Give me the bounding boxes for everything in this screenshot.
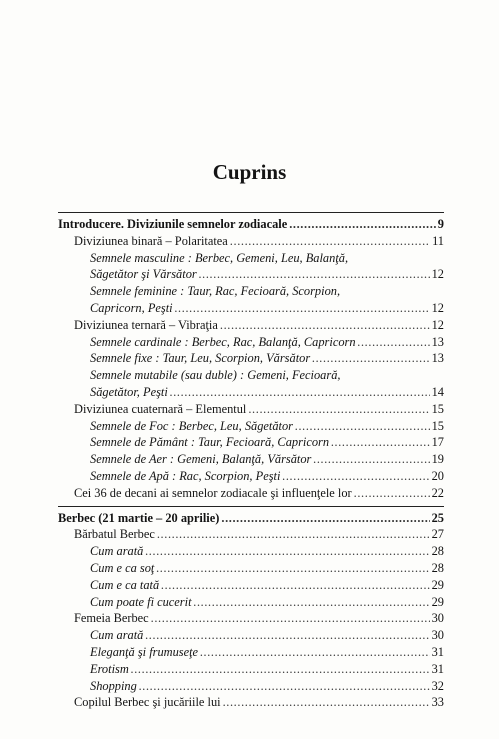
toc-entry-title: Copilul Berbec şi jucăriile lui — [74, 695, 221, 710]
dot-leader — [295, 418, 430, 435]
toc-entry-title: Shopping — [90, 678, 137, 693]
toc-page-number: 29 — [431, 577, 444, 592]
toc-subentry — [58, 266, 444, 283]
toc-page-number: 29 — [431, 594, 444, 609]
toc-entry-title: Cum arată — [90, 544, 144, 559]
toc-entry-title: Semnele de Foc : Berbec, Leu, Săgetător — [90, 418, 293, 433]
dot-leader — [139, 678, 430, 695]
dot-leader — [170, 384, 430, 401]
toc-page-number: 31 — [431, 661, 444, 676]
toc-entry-line: Semnele mutabile (sau duble) : Gemeni, Fecioară, — [90, 368, 341, 383]
toc-entry-title: Erotism — [90, 661, 129, 676]
dot-leader — [354, 485, 430, 502]
toc-subentry — [58, 661, 444, 678]
toc-entry-title: Săgetător, Peşti — [90, 384, 168, 399]
dot-leader — [194, 594, 430, 611]
dot-leader — [175, 300, 430, 317]
toc-entry-title: Semnele de Aer : Gemeni, Balanţă, Vărsător — [90, 452, 312, 467]
toc-page-number: 15 — [431, 418, 444, 433]
toc-chapter-heading — [58, 216, 444, 233]
toc-subentry — [58, 350, 444, 367]
toc-section — [58, 213, 444, 506]
toc-subentry — [58, 451, 444, 468]
page-title: Cuprins — [212, 160, 287, 184]
dot-leader — [145, 627, 429, 644]
toc-subsection — [58, 526, 444, 543]
toc-entry-title: Semnele cardinale : Berbec, Rac, Balanţă, Capricorn — [90, 334, 356, 349]
toc-entry-title: Capricorn, Peşti — [90, 300, 173, 315]
toc-entry-title: Diviziunea ternară – Vibraţia — [74, 317, 218, 332]
toc-entry-title: Femeia Berbec — [74, 611, 149, 626]
toc-subentry — [58, 577, 444, 594]
toc-page-number: 13 — [431, 351, 444, 366]
toc-entry-title: Eleganţă şi frumuseţe — [90, 644, 199, 659]
toc-chapter-heading — [58, 510, 444, 527]
dot-leader — [199, 266, 430, 283]
toc-page-number: 27 — [431, 527, 444, 542]
dot-leader — [312, 350, 429, 367]
toc-page-number: 32 — [431, 678, 444, 693]
dot-leader — [289, 216, 436, 233]
toc-page-number: 33 — [431, 695, 444, 710]
toc-subentry — [58, 434, 444, 451]
toc-subentry — [58, 334, 444, 351]
toc-page-number: 28 — [431, 544, 444, 559]
dot-leader — [161, 577, 429, 594]
toc-page-number: 30 — [431, 628, 444, 643]
toc-page-number: 30 — [431, 611, 444, 626]
toc-entry-title: Diviziunea cuaternară – Elementul — [74, 401, 247, 416]
toc-entry-title: Cum e ca soţ — [90, 560, 155, 575]
toc-page-number: 11 — [432, 233, 444, 248]
toc-subentry — [58, 543, 444, 560]
toc-page-number: 12 — [431, 317, 444, 332]
dot-leader — [131, 661, 430, 678]
toc-page-number: 22 — [431, 485, 444, 500]
toc-page-number: 14 — [431, 384, 444, 399]
toc-entry-title: Semnele de Apă : Rac, Scorpion, Peşti — [90, 468, 281, 483]
toc-page-number: 12 — [431, 267, 444, 282]
toc-section — [58, 507, 444, 716]
toc-subsection — [58, 401, 444, 418]
toc-page-number: 9 — [437, 217, 444, 231]
toc-subentry — [58, 300, 444, 317]
toc-subsection — [58, 610, 444, 627]
dot-leader — [230, 233, 430, 250]
toc-subsection — [58, 485, 444, 502]
dot-leader — [220, 317, 430, 334]
toc-entry-title: Semnele de Pământ : Taur, Fecioară, Capricorn — [90, 435, 330, 450]
toc-entry-title: Cum e ca tată — [90, 577, 160, 592]
toc-subentry — [58, 594, 444, 611]
toc-subentry — [58, 468, 444, 485]
toc-entry-title: Semnele fixe : Taur, Leu, Scorpion, Vărsător — [90, 351, 311, 366]
toc-page-number: 13 — [431, 334, 444, 349]
toc-subsection — [58, 233, 444, 250]
toc-entry-line: Semnele feminine : Taur, Rac, Fecioară, Scorpion, — [90, 284, 341, 299]
toc-entry-title: Bărbatul Berbec — [74, 527, 155, 542]
dot-leader — [221, 510, 429, 527]
toc-page-number: 15 — [431, 401, 444, 416]
toc-page-number: 12 — [431, 300, 444, 315]
dot-leader — [223, 694, 430, 711]
toc-page-number: 17 — [431, 435, 444, 450]
dot-leader — [331, 434, 430, 451]
toc-subsection — [58, 694, 444, 711]
toc-page-number: 19 — [431, 452, 444, 467]
table-of-contents — [58, 212, 444, 715]
toc-subentry — [58, 678, 444, 695]
toc-entry-line: Semnele masculine : Berbec, Gemeni, Leu, Balanţă, — [90, 250, 349, 265]
dot-leader — [156, 560, 429, 577]
toc-subsection — [58, 317, 444, 334]
dot-leader — [248, 401, 429, 418]
toc-entry-title: Introducere. Diviziunile semnelor zodiacale — [58, 217, 288, 231]
dot-leader — [200, 644, 430, 661]
toc-entry-title: Cum arată — [90, 628, 144, 643]
dot-leader — [358, 334, 430, 351]
toc-entry-title: Săgetător şi Vărsător — [90, 267, 197, 282]
dot-leader — [282, 468, 429, 485]
toc-subentry — [58, 627, 444, 644]
toc-entry-title: Diviziunea binară – Polaritatea — [74, 233, 228, 248]
toc-subentry — [58, 560, 444, 577]
dot-leader — [313, 451, 429, 468]
toc-page-number: 31 — [431, 644, 444, 659]
toc-page-number: 20 — [431, 468, 444, 483]
toc-subentry — [58, 384, 444, 401]
toc-entry-title: Cei 36 de decani ai semnelor zodiacale şi influenţele lor — [74, 485, 352, 500]
toc-page-number: 28 — [431, 560, 444, 575]
toc-subentry — [58, 418, 444, 435]
dot-leader — [145, 543, 429, 560]
toc-subentry — [58, 644, 444, 661]
toc-page-number: 25 — [431, 510, 444, 525]
dot-leader — [157, 526, 430, 543]
toc-entry-title: Cum poate fi cucerit — [90, 594, 192, 609]
toc-entry-title: Berbec (21 martie – 20 aprilie) — [58, 510, 220, 525]
dot-leader — [151, 610, 430, 627]
